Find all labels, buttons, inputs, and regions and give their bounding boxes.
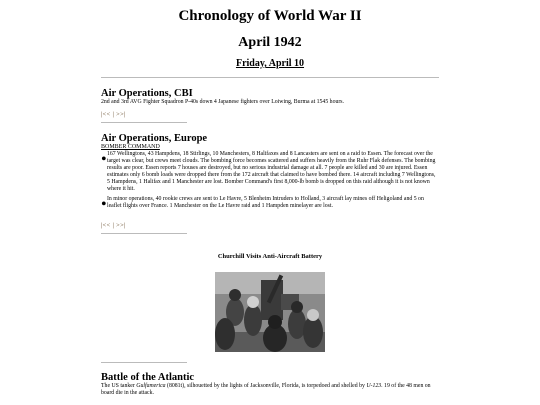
first-link[interactable]: | — [101, 111, 103, 118]
photo-caption: Churchill Visits Anti-Aircraft Battery — [217, 253, 323, 260]
nav-arrows — [101, 111, 126, 118]
date-heading: Friday, April 10 — [235, 58, 305, 69]
section-heading: Air Operations, Europe — [101, 133, 208, 144]
divider — [101, 233, 187, 234]
ship-name: Gulfamerica — [136, 383, 166, 389]
bullet-icon: • — [101, 196, 107, 213]
text-run: (8081t), silhouetted by the lights of Jacksonville, Florida, is torpedoed and shelled by — [165, 383, 367, 389]
first-link[interactable]: | — [101, 222, 103, 229]
divider — [101, 122, 187, 123]
divider — [101, 77, 439, 78]
uboat-name: U-123 — [366, 383, 382, 389]
list-item — [101, 196, 439, 214]
section-heading: Battle of the Atlantic — [101, 372, 195, 383]
list-item-text: 167 Wellingtons, 43 Hampdens, 18 Stirlings, 10 Manchesters, 8 Halifaxes and 8 Lancasters are sent on a raid to Essen. The forecast over the target was clear, but crews meet clouds. The bombing force becomes scattered and suffers heavily from the Ruhr Flak defenses. The bombing results are poor. Essen reports 7 houses are destroyed, but no serious industrial damage at all. 7 people are killed and 30 are injured. Essen estimates only 6 bomb loads were dropped there from the 172 aircraft that claimed to have bombed there. 14 aircraft including 7 Wellingtons, 5 Hampdens, 1 Halifax and 1 Manchester are lost. Bomber Command's first 8,000-lb bomb is dropped on this raid although it is not known where it hit. — [107, 151, 436, 192]
list-item — [101, 151, 439, 193]
list-item-text: In minor operations, 40 rookie crews are sent to Le Havre, 5 Blenheim Intruders to Holland, 3 aircraft lay mines off Heligoland and 5 on leaflet flights over France. 1 Manchester on the Le Havre raid and 1 Hampden minelayer are lost. — [107, 196, 424, 209]
last-link[interactable]: | — [123, 222, 126, 229]
last-link[interactable]: | — [123, 111, 126, 118]
nav-arrows — [101, 222, 126, 229]
nav-separator: | — [112, 111, 115, 118]
month-title: April 1942 — [238, 35, 302, 50]
next-link[interactable]: >> — [116, 222, 124, 229]
prev-link[interactable]: << — [102, 111, 111, 118]
subheading-bomber-command[interactable]: BOMBER COMMAND — [101, 144, 160, 150]
divider — [101, 362, 187, 363]
section-text: 2nd and 3rd AVG Fighter Squadron P-40s down 4 Japanese fighters over Loiwing, Burma at 1545 hours. — [101, 99, 345, 105]
section-heading: Air Operations, CBI — [101, 88, 193, 99]
section-battle-atlantic — [101, 372, 439, 397]
nav-separator: | — [112, 222, 115, 229]
next-link[interactable]: >> — [116, 111, 124, 118]
text-run: . 19 of the 48 men on board die in the attack. — [101, 383, 431, 396]
prev-link[interactable]: << — [102, 222, 111, 229]
photo-churchill-aa-battery[interactable] — [215, 272, 325, 352]
text-run: The US tanker — [101, 383, 137, 389]
section-air-ops-cbi — [101, 88, 439, 106]
section-text — [101, 383, 439, 397]
bullet-icon: • — [101, 151, 107, 168]
photo-image — [215, 272, 325, 352]
page-title: Chronology of World War II — [178, 8, 362, 24]
section-air-ops-europe — [101, 133, 439, 214]
